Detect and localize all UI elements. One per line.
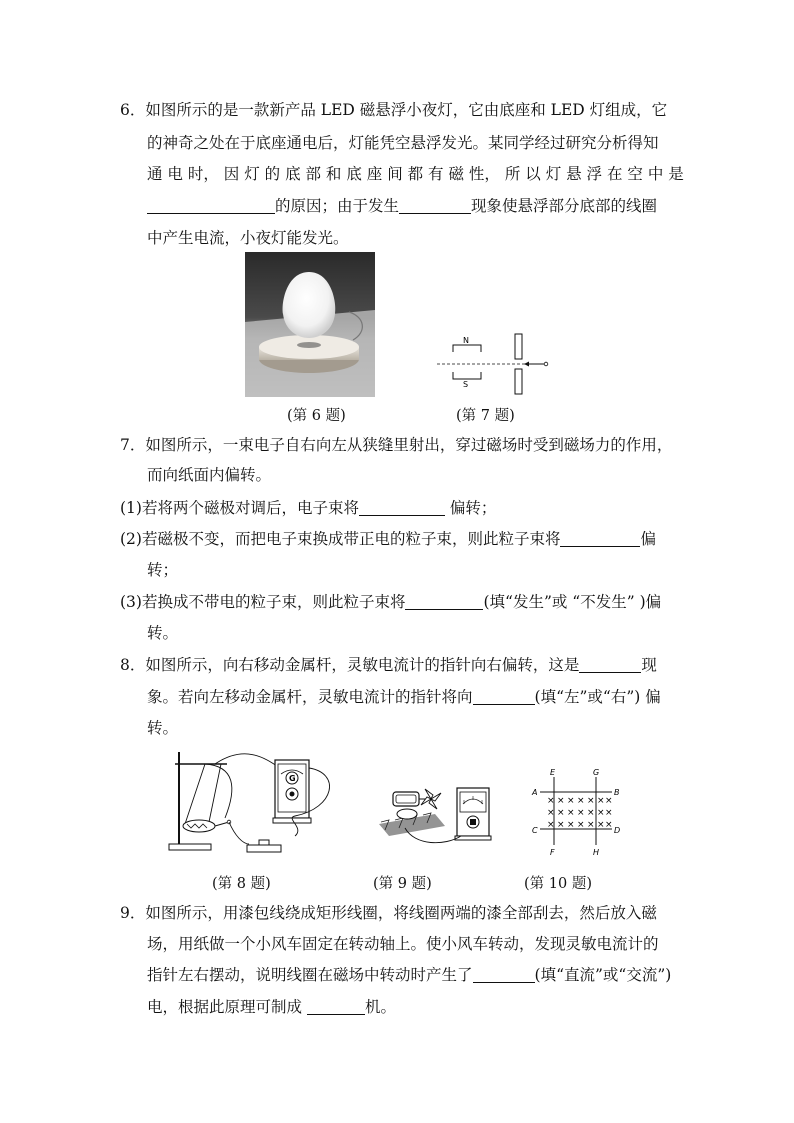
field-cross-mark: × (577, 796, 585, 806)
figure-8-caption: (第 8 题) (212, 876, 271, 892)
label-e: E (550, 768, 556, 777)
field-cross-mark: × (567, 808, 575, 818)
field-cross-mark: × (577, 820, 585, 830)
q6-line-3: 通 电 时， 因 灯 的 底 部 和 底 座 间 都 有 磁 性， 所 以 灯 悬 浮 在 空 中 是 (147, 165, 684, 183)
field-cross-mark: × (597, 820, 605, 830)
q7-part-2-text-a: (2)若磁极不变，而把电子束换成带正电的粒子束，则此粒子束将 (120, 530, 561, 548)
q9-line-1: 9．如图所示，用漆包线绕成矩形线圈，将线圈两端的漆全部刮去，然后放入磁 (120, 904, 657, 922)
answer-blank[interactable] (473, 966, 535, 983)
label-b: B (614, 788, 620, 797)
q7-part-2-text-b: 偏 (640, 530, 656, 548)
answer-blank[interactable] (147, 197, 275, 214)
field-cross-mark: × (577, 808, 585, 818)
q7-part-1 (120, 497, 496, 519)
label-g: G (593, 768, 600, 777)
label-c: C (532, 826, 538, 835)
q8-line-1 (120, 654, 657, 676)
answer-blank[interactable] (473, 688, 535, 705)
north-pole-label: N (463, 336, 469, 345)
q7-part-3-text-a: (3)若换成不带电的粒子束，则此粒子束将 (120, 593, 406, 611)
q9-line-3-text-b: (填“直流”或“交流”) (534, 966, 672, 984)
q6-line-5: 中产生电流，小夜灯能发光。 (147, 229, 349, 247)
q9-line-3-text-a: 指针左右摆动，说明线圈在磁场中转动时产生了 (147, 966, 473, 984)
figure-10-caption: (第 10 题) (524, 876, 592, 892)
figure-9-caption: (第 9 题) (373, 876, 432, 892)
q7-part-3-text-b: (填“发生”或 “不发生” )偏 (483, 593, 662, 611)
answer-blank[interactable] (399, 197, 471, 214)
south-pole-label: S (463, 380, 469, 389)
field-cross-mark: × (597, 796, 605, 806)
q8-line-2-text-a: 象。若向左移动金属杆，灵敏电流计的指针将向 (147, 688, 473, 706)
q8-line-2-text-b: (填“左”或“右”) 偏 (534, 688, 661, 706)
figure-9-coil-windmill (375, 762, 500, 852)
label-h: H (593, 848, 600, 857)
answer-blank[interactable] (307, 998, 365, 1015)
q8-line-2 (147, 686, 661, 708)
field-cross-mark: × (597, 808, 605, 818)
q8-line-3: 转。 (147, 719, 179, 737)
field-cross-mark: × (567, 796, 575, 806)
q7-line-2: 而向纸面内偏转。 (147, 466, 272, 484)
answer-blank[interactable] (359, 499, 445, 516)
answer-blank[interactable] (405, 593, 483, 610)
figure-7-magnet-slit-diagram (433, 330, 553, 400)
field-cross-mark: × (557, 796, 565, 806)
figure-10-magnetic-field-grid (530, 767, 630, 859)
q6-line-2: 的神奇之处在于底座通电后，灯能凭空悬浮发光。某同学经过研究分析得知 (147, 134, 659, 152)
q7-part-1-text-b: 偏转； (444, 499, 497, 517)
label-a: A (532, 788, 538, 797)
field-cross-mark: × (567, 820, 575, 830)
figure-6-levitating-lamp-photo (245, 252, 375, 397)
q6-line-4-text-a: 的原因；由于发生 (275, 197, 400, 215)
q9-line-4-text-b: 机。 (364, 998, 396, 1016)
field-cross-mark: × (547, 820, 555, 830)
field-cross-mark: × (547, 796, 555, 806)
q8-line-1-text-b: 现 (641, 656, 657, 674)
q6-line-1: 6．如图所示的是一款新产品 LED 磁悬浮小夜灯，它由底座和 LED 灯组成，它 (120, 101, 668, 119)
q7-part-2 (120, 528, 656, 550)
label-d: D (614, 826, 621, 835)
field-cross-mark: × (587, 820, 595, 830)
field-cross-mark: × (557, 820, 565, 830)
q6-line-4 (147, 195, 657, 217)
q7-part-3 (120, 591, 661, 613)
field-cross-mark: × (557, 808, 565, 818)
galvanometer-label: G (289, 774, 296, 783)
q6-line-4-text-b: 现象使悬浮部分底部的线圈 (471, 197, 658, 215)
q9-line-4-text-a: 电，根据此原理可制成 (147, 998, 307, 1016)
label-f: F (550, 848, 555, 857)
field-cross-mark: × (547, 808, 555, 818)
answer-blank[interactable] (560, 530, 640, 547)
field-cross-mark: × (605, 820, 613, 830)
q7-part-1-text-a: (1)若将两个磁极对调后，电子束将 (120, 499, 359, 517)
q9-line-2: 场，用纸做一个小风车固定在转动轴上。使小风车转动，发现灵敏电流计的 (147, 935, 659, 953)
q9-line-4 (147, 996, 396, 1018)
figure-8-rod-galvanometer (165, 748, 345, 860)
field-cross-mark: × (587, 796, 595, 806)
q7-part-2-cont: 转； (147, 561, 179, 579)
figure-7-caption: (第 7 题) (456, 408, 515, 424)
field-cross-mark: × (605, 808, 613, 818)
figure-6-caption: (第 6 题) (287, 408, 346, 424)
q8-line-1-text-a: 8．如图所示，向右移动金属杆，灵敏电流计的指针向右偏转，这是 (120, 656, 580, 674)
q7-part-3-cont: 转。 (147, 624, 179, 642)
field-cross-mark: × (605, 796, 613, 806)
q9-line-3 (147, 964, 671, 986)
field-cross-mark: × (587, 808, 595, 818)
q7-line-1: 7．如图所示，一束电子自右向左从狭缝里射出，穿过磁场时受到磁场力的作用， (120, 436, 673, 454)
answer-blank[interactable] (579, 656, 641, 673)
